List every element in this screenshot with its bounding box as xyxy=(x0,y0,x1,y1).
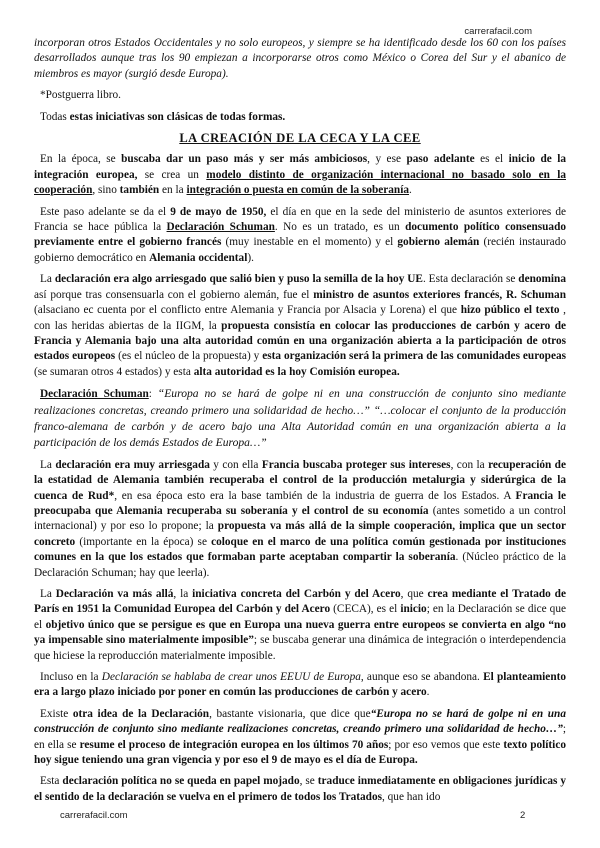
paragraph-3: La declaración era algo arriesgado que salió bien y puso la semilla de la hoy UE. Esta declaración se denomina así porque tras consensuarla con el gobierno alemán, fue el ministro de asuntos exteriores francés, R. Schuman (alsaciano ec cuenta por el conflicto entre Alemania y Francia por Alsacia y Lorena) el que hizo público el texto , con las heridas abiertas de la IIGM, la propuesta consistía en colocar las producciones de carbón y acero de Francia y Alemania bajo una alta autoridad común en una organización abierta a la participación de otros estados europeos (es el núcleo de la propuesta) y esta organización será la primera de las comunidades europeas (se sumaran otros 4 estados) y esta alta autoridad es la hoy Comisión europea. xyxy=(34,273,566,378)
section-title: LA CREACIÓN DE LA CECA Y LA CEE xyxy=(179,131,421,146)
page-number: 2 xyxy=(520,810,526,821)
paragraph-7: Incluso en la Declaración se hablaba de crear unos EEUU de Europa, aunque eso se abandona. El planteamiento era a largo plazo iniciado por poner en común las producciones de carbón y acero. xyxy=(34,671,567,699)
note-paragraph: *Postguerra libro. xyxy=(40,89,121,102)
classic-paragraph: Todas estas iniciativas son clásicas de todas formas. xyxy=(40,110,286,123)
paragraph-2: Este paso adelante se da el 9 de mayo de 1950, el día en que en la sede del ministerio de asuntos exteriores de Francia se hace pública la Declaración Schuman. No es un tratado, es un documento político consensuado previamente entre el gobierno francés (muy inestable en el momento) y el gobierno alemán (recién instaurado gobierno democrático en Alemania occidental). xyxy=(34,205,566,264)
paragraph-5: La declaración era muy arriesgada y con ella Francia buscaba proteger sus intereses, con la recuperación de la estatidad de Alemania también recuperaba el control de la producción metalurgia y siderúrgica de la cuenca de Rud*, en esa época esto era la base también de la industria de guerra de los Estados. A Francia le preocupaba que Alemania recuperaba su soberanía y el control de su economía (antes sometido a un control internacional) y por eso lo propone; la propuesta va más allá de la simple cooperación, implica que un sector concreto (importante en la época) se coloque en el marco de una política común gestionada por instituciones comunes en la que los estados que formaban parte aceptaban compartir la soberanía. (Núcleo práctico de la Declaración Schuman; hay que leerla). xyxy=(34,458,567,579)
paragraph-1: En la época, se buscaba dar un paso más y ser más ambiciosos, y ese paso adelante es el inicio de la integración europea, se crea un modelo distinto de organización internacional no basado solo en la cooperación, sino también en la integración o puesta en común de la soberanía. xyxy=(34,153,566,197)
footer-site: carrerafacil.com xyxy=(60,810,128,821)
paragraph-8: Existe otra idea de la Declaración, bastante visionaria, que dice que“Europa no se hará de golpe ni en una construcción de conjunto sino mediante realizaciones concretas, creando primero una solidaridad de hecho…”; en ella se resume el proceso de integración europea en los últimos 70 años; por eso vemos que este texto político hoy sigue teniendo una gran vigencia y por eso el 9 de mayo es el día de Europa. xyxy=(34,707,566,767)
intro-paragraph: incorporan otros Estados Occidentales y no solo europeos, y siempre se ha identificado desde los 60 con los países desarrollados aunque tras los 90 empiezan a incorporarse otros como México o Corea del Sur y el abanico de miembros es mayor (surgió desde Europa). xyxy=(34,37,566,80)
paragraph-4-quote: Declaración Schuman: “Europa no se hará de golpe ni en una construcción de conjunto sino mediante realizaciones concretas, creando primero una solidaridad de hecho…” “…colocar el conjunto de la producción franco-alemana de carbón y de acero bajo una Alta Autoridad común en una organización abierta a la participación de los demás Estados de Europa…” xyxy=(34,387,567,450)
header-site: carrerafacil.com xyxy=(464,26,532,37)
paragraph-6: La Declaración va más allá, la iniciativa concreta del Carbón y del Acero, que crea mediante el Tratado de París en 1951 la Comunidad Europea del Carbón y del Acero (CECA), es el inicio; en la Declaración se dice que el objetivo único que se persigue es que en Europa una nueva guerra entre europeos se convierta en algo “no ya impensable sino materialmente imposible”; se buscaba generar una dinámica de integración o interdependencia que hiciese la reproducción materialmente imposible. xyxy=(34,588,566,662)
page-content xyxy=(34,36,566,811)
paragraph-9: Esta declaración política no se queda en papel mojado, se traduce inmediatamente en obligaciones jurídicas y el sentido de la declaración se vuelva en el primero de todos los Tratados, que han ido xyxy=(34,775,566,803)
